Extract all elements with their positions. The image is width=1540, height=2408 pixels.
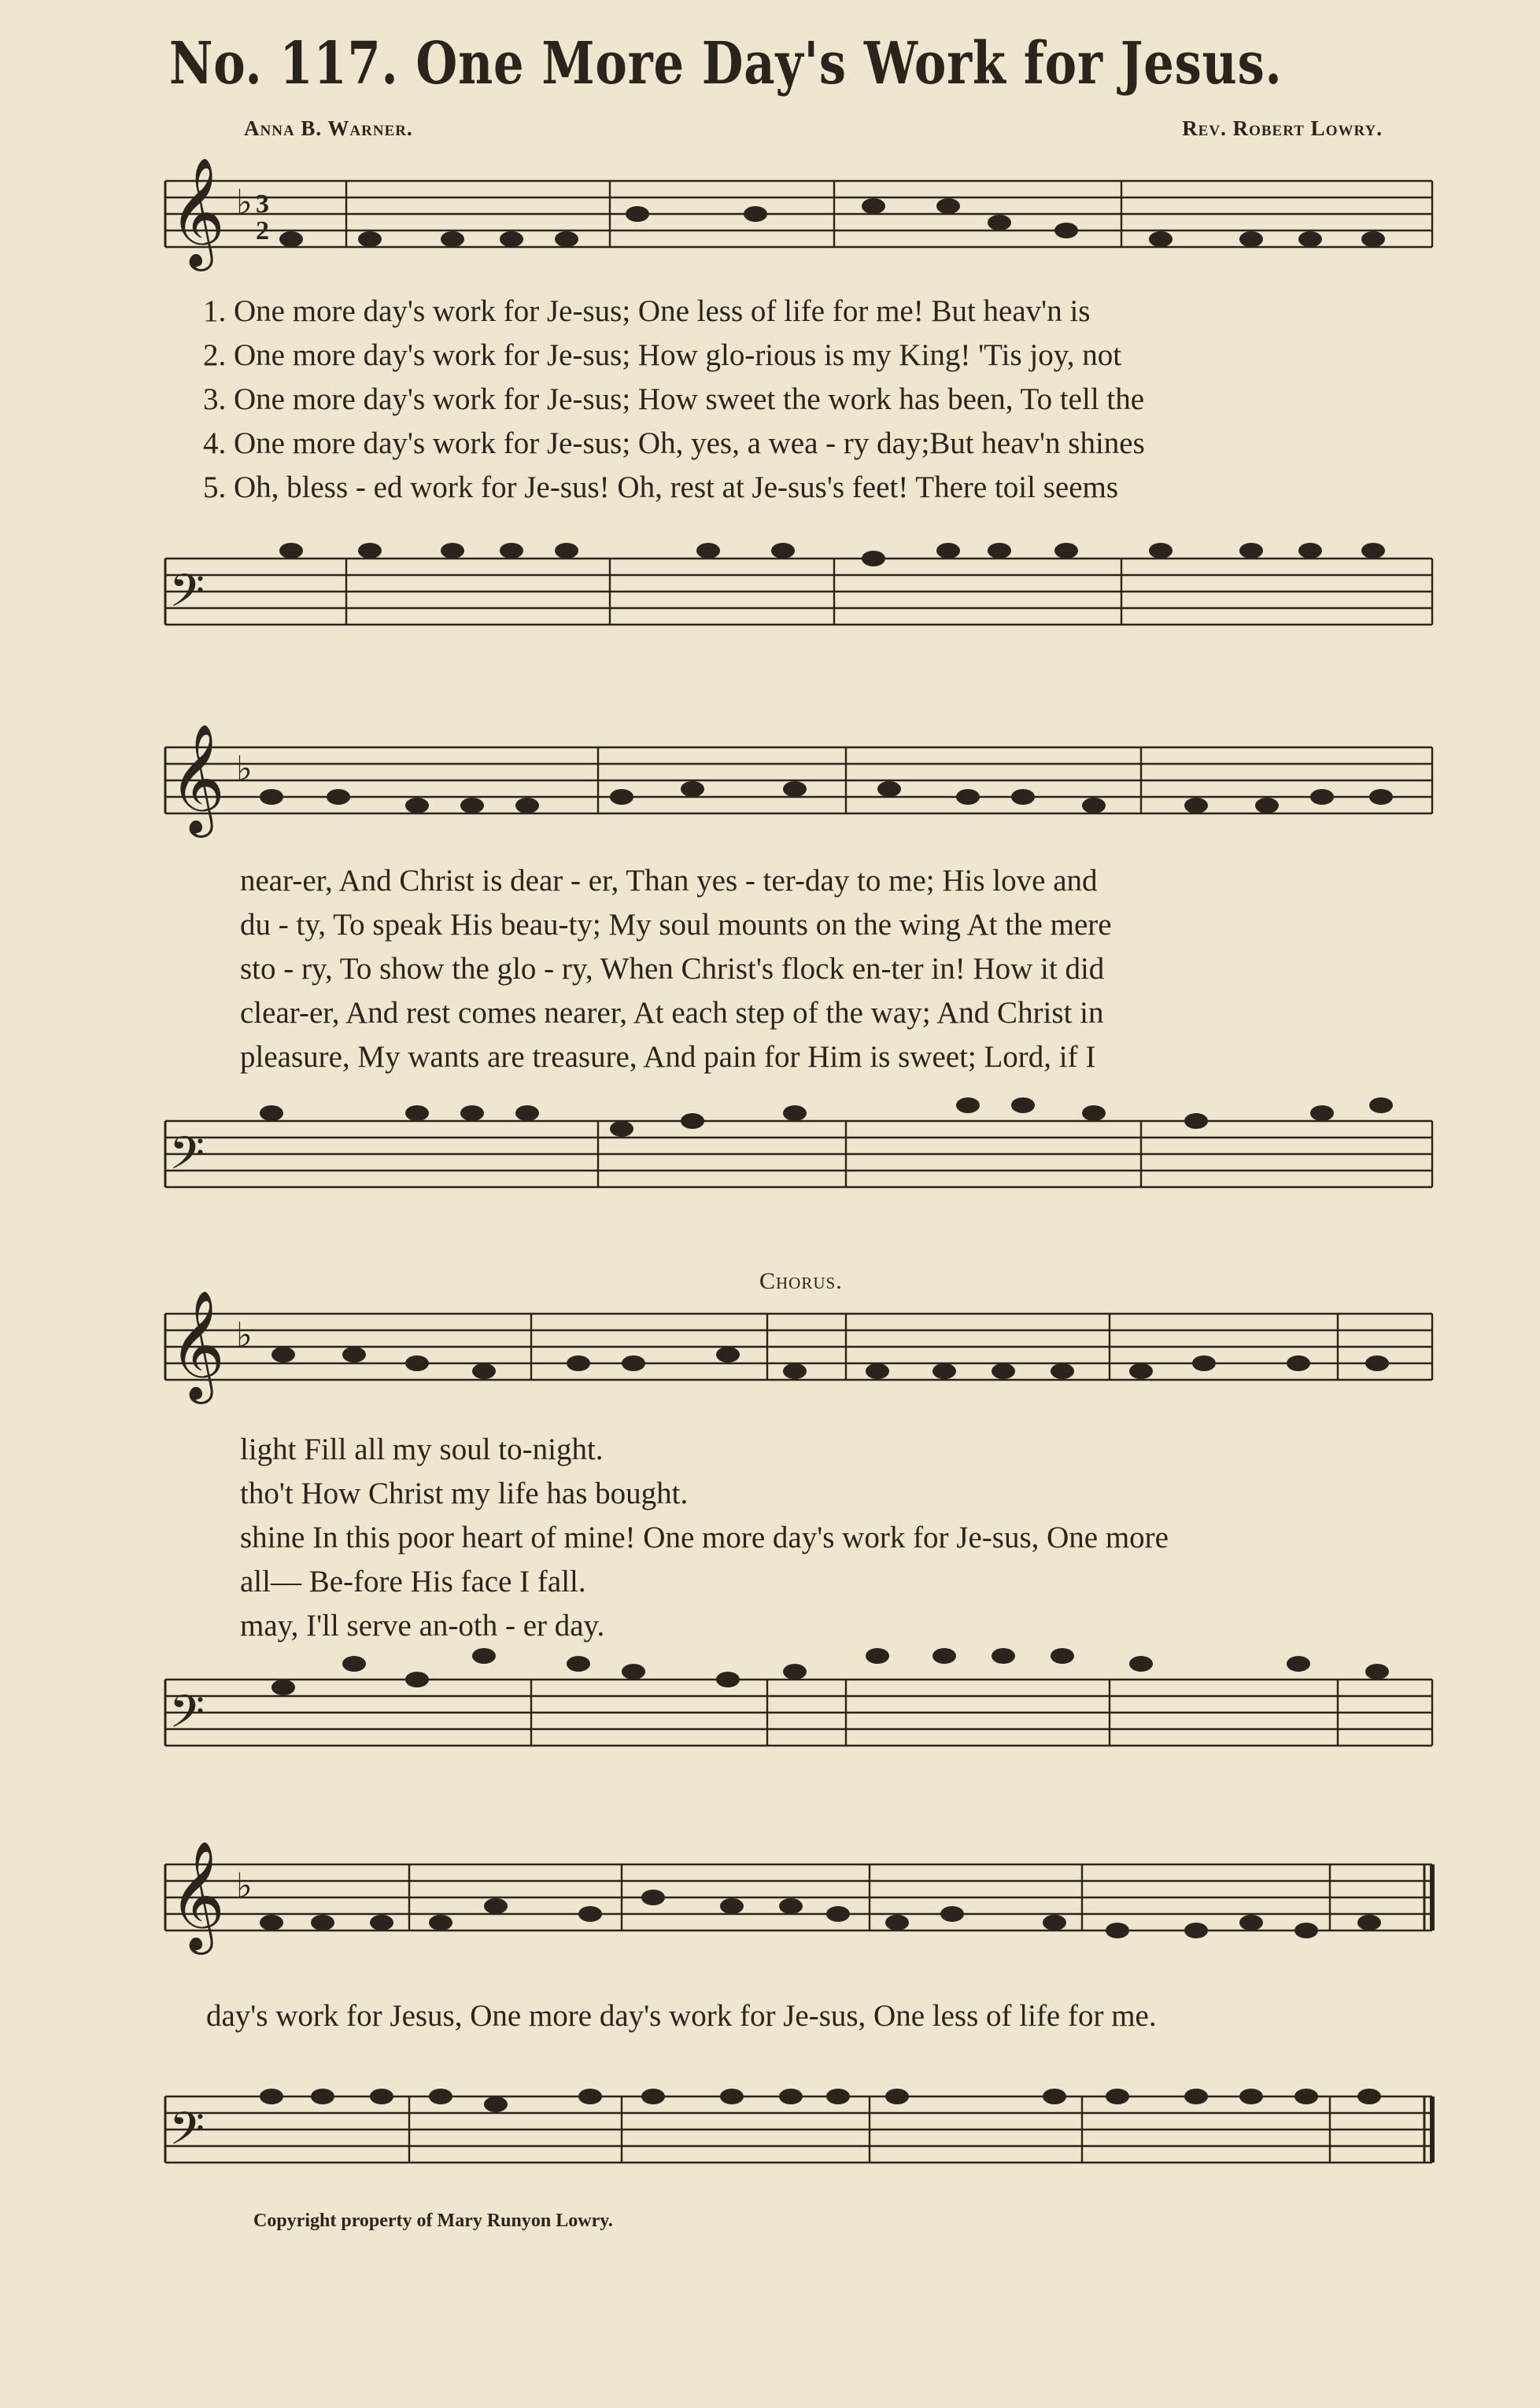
system-2-treble-staff (0, 716, 1540, 842)
svg-text:𝄞: 𝄞 (169, 157, 225, 267)
lyricist-credit: Anna B. Warner. (244, 116, 413, 140)
lyric-line: clear-er, And rest comes nearer, At each step of the way; And Christ in (240, 996, 1104, 1030)
chorus-lyrics-system-4 (206, 1994, 1157, 2038)
composer-credit: Rev. Robert Lowry. (1182, 116, 1383, 140)
system-2-bass-staff (0, 1090, 1540, 1223)
svg-text:𝄞: 𝄞 (169, 1843, 225, 1948)
svg-text:𝄢: 𝄢 (169, 567, 205, 628)
lyric-line: 4. One more day's work for Je-sus; Oh, yes, a wea - ry day;But heav'n shines (203, 426, 1145, 460)
system-3-treble-staff (0, 1286, 1540, 1412)
lyric-line: pleasure, My wants are treasure, And pain for Him is sweet; Lord, if I (240, 1040, 1096, 1074)
lyric-line: may, I'll serve an-oth - er day. (240, 1609, 605, 1643)
lyric-line: 5. Oh, bless - ed work for Je-sus! Oh, rest at Je-sus's feet! There toil seems (203, 470, 1119, 504)
chorus-label: Chorus. (759, 1268, 843, 1294)
lyric-line: near-er, And Christ is dear - er, Than yes - ter-day to me; His love and (240, 864, 1098, 898)
svg-text:𝄢: 𝄢 (169, 2105, 205, 2166)
svg-text:♭: ♭ (236, 1867, 253, 1905)
verse-lyrics-system-2 (240, 859, 1112, 1079)
svg-text:3: 3 (256, 190, 269, 219)
system-1-treble-staff (0, 157, 1540, 283)
lyric-line: day's work for Jesus, One more day's work for Je-sus, One less of life for me. (206, 1999, 1157, 2033)
system-1-bass-staff (0, 519, 1540, 645)
verse-lyrics-system-3 (240, 1428, 1169, 1648)
hymn-title: No. 117. One More Day's Work for Jesus. (169, 30, 1283, 98)
svg-text:2: 2 (256, 216, 269, 245)
system-4-treble-staff (0, 1833, 1540, 1959)
svg-text:♭: ♭ (236, 1316, 253, 1355)
verse-lyrics-system-1 (203, 289, 1145, 510)
lyric-line: 3. One more day's work for Je-sus; How sweet the work has been, To tell the (203, 382, 1145, 416)
svg-text:𝄞: 𝄞 (169, 1293, 225, 1397)
lyric-line: tho't How Christ my life has bought. (240, 1477, 689, 1510)
lyric-line: light Fill all my soul to-night. (240, 1433, 604, 1466)
svg-text:♭: ♭ (236, 750, 253, 788)
lyric-line: all— Be-fore His face I fall. (240, 1565, 586, 1599)
lyric-line: shine In this poor heart of mine! One more day's work for Je-sus, One more (240, 1521, 1169, 1554)
lyric-line: sto - ry, To show the glo - ry, When Christ's flock en-ter in! How it did (240, 952, 1105, 986)
copyright-notice: Copyright property of Mary Runyon Lowry. (253, 2211, 613, 2231)
svg-text:♭: ♭ (236, 183, 253, 222)
system-4-bass-staff (0, 2065, 1540, 2191)
svg-text:𝄢: 𝄢 (169, 1130, 205, 1190)
svg-text:𝄢: 𝄢 (169, 1688, 205, 1749)
lyric-line: 2. One more day's work for Je-sus; How glo-rious is my King! 'Tis joy, not (203, 338, 1122, 372)
svg-text:𝄞: 𝄞 (169, 726, 225, 831)
lyric-line: du - ty, To speak His beau-ty; My soul mounts on the wing At the mere (240, 908, 1112, 942)
system-3-bass-staff (0, 1648, 1540, 1782)
lyric-line: 1. One more day's work for Je-sus; One less of life for me! But heav'n is (203, 294, 1091, 328)
